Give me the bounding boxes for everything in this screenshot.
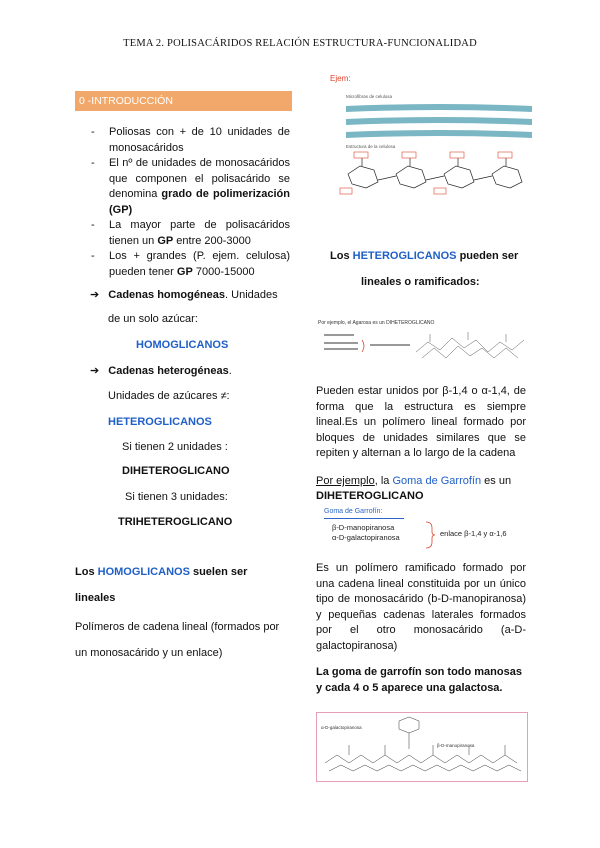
homoglicanos-heading-cont: lineales: [75, 592, 116, 604]
section-heading-intro: 0 -INTRODUCCIÓN: [75, 91, 292, 111]
three-units-label: Si tienen 3 unidades:: [125, 491, 228, 503]
goma-summary: La goma de garrofín son todo manosas y cada 4 o 5 aparece una galactosa.: [316, 666, 522, 694]
brace-icon: [424, 520, 436, 550]
term-triheteroglicano: TRIHETEROGLICANO: [118, 516, 233, 528]
heterogeneous-desc: Unidades de azúcares ≠:: [108, 390, 230, 402]
term-diheteroglicano-example: DIHETEROGLICANO: [316, 490, 424, 502]
goma-structure-figure: [316, 712, 528, 782]
figure-sublabel: β-D-manopiranosa: [437, 743, 475, 748]
goma-garrofin-figure: [316, 506, 526, 552]
figure-label: Ejem:: [330, 74, 351, 83]
agarose-structure-illustration: [318, 328, 530, 368]
arrow-item-homogeneous: ➔ Cadenas homogéneas. Unidades: [90, 289, 278, 301]
term-homoglicanos: HOMOGLICANOS: [136, 339, 229, 351]
list-item: - El nº de unidades de monosacáridos que componen el polisacárido se denomina grado de polimerización (GP): [91, 156, 290, 218]
homoglicanos-desc: Polímeros de cadena lineal (formados por un monosacárido y un enlace): [75, 621, 280, 659]
list-item: - La mayor parte de polisacáridos tienen un GP entre 200-3000: [91, 218, 290, 249]
page-title: TEMA 2. POLISACÁRIDOS RELACIÓN ESTRUCTURA-FUNCIONALIDAD: [123, 38, 477, 49]
figure-sublabel: Estructura de la celulosa: [346, 144, 396, 149]
heteroglicanos-desc: Pueden estar unidos por β-1,4 o α-1,4, de forma que la estructura es siempre lineal.Es un polímero lineal formado por bloques de unidades similares que se repiten y alternan a lo largo de la cadena: [316, 385, 526, 459]
goma-unit-2: α-D-galactopiranosa: [332, 533, 400, 542]
goma-unit-1: β-D-manopiranosa: [332, 523, 395, 532]
list-item: - Los + grandes (P. ejem. celulosa) pueden tener GP 7000-15000: [91, 249, 290, 280]
cellulose-chain-illustration: [338, 150, 534, 198]
goma-title: Goma de Garrofín:: [324, 508, 383, 515]
arrow-right-icon: ➔: [90, 289, 100, 301]
microfibrils-illustration: [344, 100, 534, 146]
term-heteroglicanos: HETEROGLICANOS: [108, 416, 212, 428]
branched-structure-illustration: [319, 715, 525, 779]
cellulose-figure: [316, 70, 532, 200]
two-units-label: Si tienen 2 unidades :: [122, 441, 228, 453]
example-line: Por ejemplo, la Goma de Garrofín es un: [316, 475, 512, 487]
goma-link-type: enlace β-1,4 y α-1,6: [440, 529, 507, 538]
arrow-item-heterogeneous: ➔ Cadenas heterogéneas.: [90, 365, 232, 377]
figure-sublabel: α-D-galactopiranosa: [321, 725, 362, 730]
list-item: - Poliosas con + de 10 unidades de monosacáridos: [91, 125, 290, 156]
goma-description: Es un polímero ramificado formado por una cadena lineal constituida por un único tipo de monosacárido (b-D-manopiranosa) y pequeñas cadenas laterales formados por el otro monosacárido (a-D-galactopiranosa): [316, 562, 526, 652]
homoglicanos-heading: Los HOMOGLICANOS suelen ser: [75, 566, 248, 578]
goma-title-underline: [324, 518, 404, 519]
intro-bullet-list: [91, 125, 290, 280]
homogeneous-desc: de un solo azúcar:: [108, 313, 198, 325]
agarose-figure: [316, 318, 530, 370]
figure-caption: Por ejemplo, el Agarosa es un DIHETEROGLICANO: [318, 320, 435, 326]
heteroglicanos-heading-cont: lineales o ramificados:: [361, 276, 480, 288]
figure-sublabel: Microfibras de celulosa: [346, 94, 393, 99]
heteroglicanos-heading: Los HETEROGLICANOS pueden ser: [330, 250, 519, 262]
term-diheteroglicano: DIHETEROGLICANO: [122, 465, 230, 477]
arrow-right-icon: ➔: [90, 365, 100, 377]
